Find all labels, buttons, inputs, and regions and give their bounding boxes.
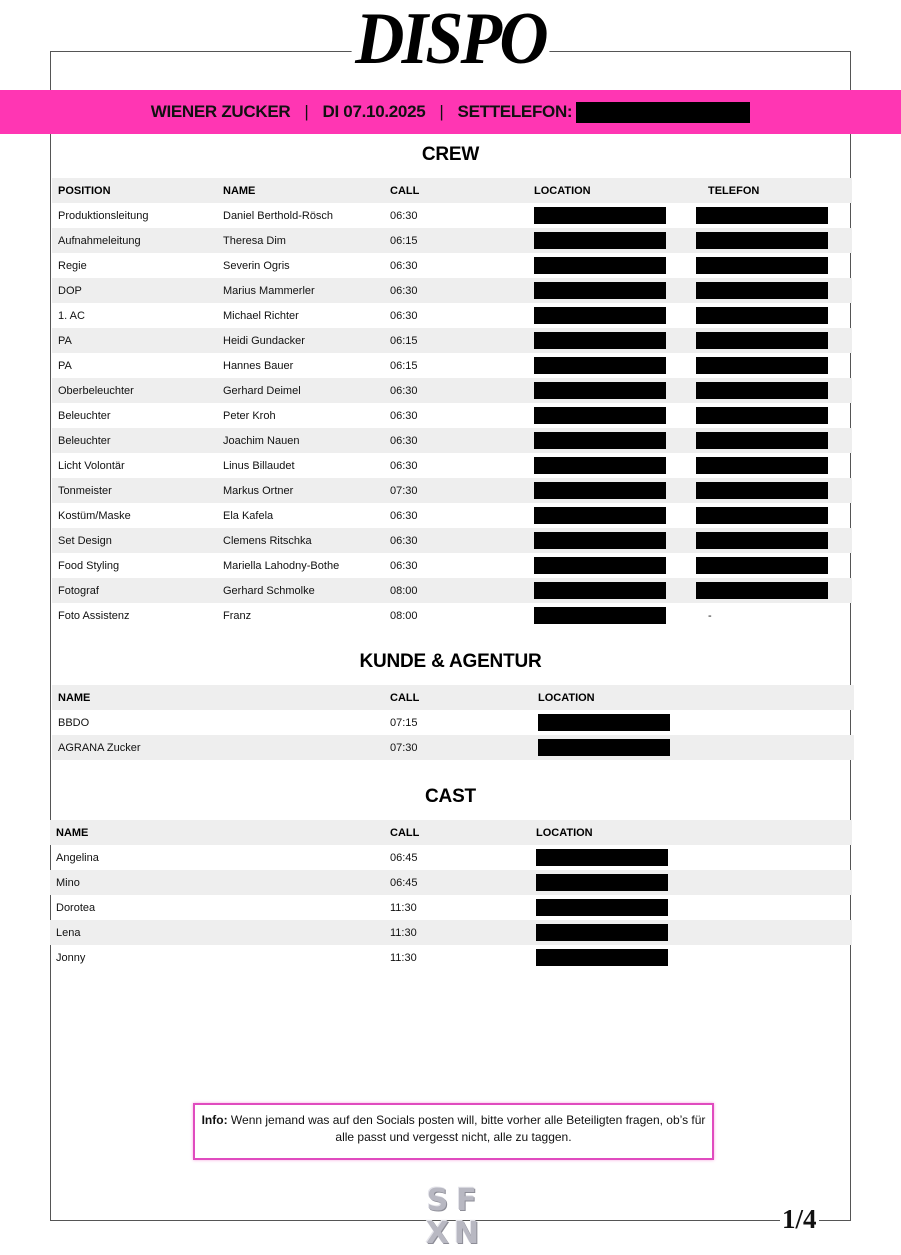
cast-name: Jonny <box>56 951 86 964</box>
crew-row <box>52 328 852 353</box>
cast-table <box>50 820 852 970</box>
ka-call: 07:30 <box>384 735 532 760</box>
crew-location-redacted <box>534 532 666 549</box>
crew-location <box>528 403 690 428</box>
crew-location <box>528 253 690 278</box>
crew-telefon-redacted <box>696 482 828 499</box>
cast-row <box>50 945 852 970</box>
cast-call: 11:30 <box>390 901 417 914</box>
crew-telefon-redacted <box>696 357 828 374</box>
crew-telefon-redacted <box>696 232 828 249</box>
col-header-name: NAME <box>217 178 384 203</box>
crew-position: Tonmeister <box>52 478 217 503</box>
info-label: Info: <box>201 1113 228 1127</box>
settelefon-redacted <box>576 102 750 123</box>
cast-name: Lena <box>50 920 384 945</box>
crew-telefon-redacted <box>696 332 828 349</box>
crew-position: Kostüm/Maske <box>58 509 131 522</box>
crew-call: 06:30 <box>384 528 528 553</box>
cast-call: 06:45 <box>384 870 530 895</box>
crew-location <box>528 303 690 328</box>
crew-telefon <box>690 403 852 428</box>
cast-location <box>530 870 852 895</box>
cast-name: Mino <box>50 870 384 895</box>
page-number: 1/4 <box>782 1204 817 1234</box>
header-bar <box>0 90 901 134</box>
crew-location-redacted <box>534 332 666 349</box>
crew-location <box>528 228 690 253</box>
crew-location-redacted <box>534 282 666 299</box>
crew-call: 06:30 <box>390 559 418 572</box>
crew-row <box>52 353 852 378</box>
crew-telefon-redacted <box>696 557 828 574</box>
crew-name: Gerhard Schmolke <box>217 578 384 603</box>
cast-location-redacted <box>536 899 668 916</box>
crew-call: 06:30 <box>390 209 418 222</box>
cast-row <box>50 895 852 920</box>
crew-location <box>528 353 690 378</box>
crew-name: Linus Billaudet <box>223 459 295 472</box>
project-name: WIENER ZUCKER <box>150 102 291 121</box>
crew-telefon <box>690 553 852 578</box>
ka-location <box>532 735 854 760</box>
crew-row <box>52 603 852 628</box>
crew-call: 06:30 <box>390 459 418 472</box>
crew-location-redacted <box>534 457 666 474</box>
separator: | <box>304 102 309 121</box>
kunde-agentur-header-row <box>52 685 854 710</box>
crew-telefon <box>690 303 852 328</box>
crew-telefon <box>690 353 852 378</box>
info-box <box>193 1103 714 1160</box>
ka-name: AGRANA Zucker <box>52 735 384 760</box>
crew-name: Gerhard Deimel <box>217 378 384 403</box>
crew-telefon <box>690 253 852 278</box>
document-title: DISPO <box>36 2 865 76</box>
crew-header-row <box>52 178 852 203</box>
crew-row <box>52 253 852 278</box>
crew-location <box>528 203 690 228</box>
crew-name: Michael Richter <box>223 309 299 322</box>
crew-call: 08:00 <box>384 578 528 603</box>
section-title-cast: CAST <box>425 786 476 807</box>
crew-telefon <box>690 378 852 403</box>
cast-row <box>50 845 852 870</box>
crew-location <box>528 503 690 528</box>
crew-row <box>52 503 852 528</box>
crew-call: 07:30 <box>384 478 528 503</box>
cast-name: Dorotea <box>56 901 96 914</box>
crew-telefon-redacted <box>696 207 828 224</box>
kunde-agentur-row <box>52 710 854 735</box>
crew-telefon-redacted <box>696 282 828 299</box>
cast-location-redacted <box>536 924 668 941</box>
logo-letter: F <box>456 1183 477 1218</box>
kunde-agentur-row <box>52 735 854 760</box>
col-header-call: CALL <box>384 685 532 710</box>
crew-telefon-redacted <box>696 582 828 599</box>
crew-location-redacted <box>534 607 666 624</box>
crew-telefon <box>690 278 852 303</box>
cast-header-row <box>50 820 852 845</box>
col-header-location: LOCATION <box>530 820 852 845</box>
crew-location-redacted <box>534 507 666 524</box>
crew-location-redacted <box>534 407 666 424</box>
section-title-crew: CREW <box>421 144 480 165</box>
crew-name: Clemens Ritschka <box>217 528 384 553</box>
crew-location-redacted <box>534 582 666 599</box>
crew-row <box>52 303 852 328</box>
crew-call: 06:30 <box>390 309 418 322</box>
crew-table <box>52 178 852 628</box>
crew-row <box>52 528 852 553</box>
ka-name: BBDO <box>58 716 90 729</box>
info-text: Wenn jemand was auf den Socials posten will, bitte vorher alle Beteiligten fragen, ob’s für alle passt und vergesst nicht, alle zu taggen. <box>230 1113 706 1144</box>
crew-row <box>52 478 852 503</box>
crew-name: Franz <box>223 609 252 622</box>
crew-location-redacted <box>534 207 666 224</box>
crew-telefon <box>690 578 852 603</box>
separator: | <box>439 102 444 121</box>
crew-position: DOP <box>52 278 217 303</box>
crew-name: Ela Kafela <box>223 509 274 522</box>
crew-name: Mariella Lahodny-Bothe <box>223 559 340 572</box>
crew-call: 06:15 <box>384 228 528 253</box>
col-header-name: NAME <box>52 685 384 710</box>
col-header-position: POSITION <box>52 178 217 203</box>
cast-location <box>530 920 852 945</box>
crew-location-redacted <box>534 432 666 449</box>
crew-position: Produktionsleitung <box>58 209 149 222</box>
col-header-name: NAME <box>50 820 384 845</box>
crew-call: 06:30 <box>390 509 418 522</box>
crew-position: PA <box>52 328 217 353</box>
crew-location-redacted <box>534 232 666 249</box>
crew-telefon <box>690 453 852 478</box>
crew-telefon <box>690 203 852 228</box>
crew-position: Set Design <box>52 528 217 553</box>
col-header-location: LOCATION <box>532 685 854 710</box>
crew-telefon-redacted <box>696 432 828 449</box>
crew-position: 1. AC <box>58 309 85 322</box>
crew-row <box>52 228 852 253</box>
crew-row <box>52 428 852 453</box>
crew-position: Beleuchter <box>58 409 111 422</box>
col-header-location: LOCATION <box>528 178 690 203</box>
crew-location-redacted <box>534 257 666 274</box>
crew-location <box>528 553 690 578</box>
crew-row <box>52 378 852 403</box>
crew-location <box>528 328 690 353</box>
sfxn-logo <box>423 1184 481 1250</box>
crew-telefon <box>690 528 852 553</box>
crew-position: Fotograf <box>52 578 217 603</box>
crew-position: Regie <box>58 259 87 272</box>
crew-location <box>528 528 690 553</box>
kunde-agentur-table <box>52 685 854 760</box>
crew-telefon-redacted <box>696 457 828 474</box>
ka-location <box>532 710 854 735</box>
crew-call: 06:30 <box>384 428 528 453</box>
crew-location <box>528 578 690 603</box>
crew-telefon <box>690 503 852 528</box>
crew-name: Markus Ortner <box>217 478 384 503</box>
crew-telefon-redacted <box>696 257 828 274</box>
crew-name: Joachim Nauen <box>217 428 384 453</box>
crew-location <box>528 428 690 453</box>
crew-position: Oberbeleuchter <box>52 378 217 403</box>
crew-position: Foto Assistenz <box>58 609 130 622</box>
crew-name: Severin Ogris <box>223 259 290 272</box>
ka-location-redacted <box>538 739 670 756</box>
col-header-call: CALL <box>384 820 530 845</box>
crew-name: Marius Mammerler <box>217 278 384 303</box>
cast-location-redacted <box>536 849 668 866</box>
cast-location-redacted <box>536 949 668 966</box>
crew-row <box>52 203 852 228</box>
crew-name: Daniel Berthold-Rösch <box>223 209 334 222</box>
crew-telefon-redacted <box>696 307 828 324</box>
cast-call: 11:30 <box>384 920 530 945</box>
crew-telefon <box>690 328 852 353</box>
cast-location <box>530 895 852 920</box>
crew-name: Heidi Gundacker <box>217 328 384 353</box>
crew-location-redacted <box>534 382 666 399</box>
crew-location-redacted <box>534 482 666 499</box>
crew-location <box>528 378 690 403</box>
crew-row <box>52 553 852 578</box>
crew-row <box>52 278 852 303</box>
crew-row <box>52 453 852 478</box>
crew-call: 06:15 <box>384 328 528 353</box>
crew-position: PA <box>58 359 72 372</box>
logo-letter: X <box>425 1216 450 1251</box>
cast-row <box>50 870 852 895</box>
cast-location <box>530 945 852 970</box>
shoot-date: DI 07.10.2025 <box>322 102 426 121</box>
crew-telefon-redacted <box>696 407 828 424</box>
crew-telefon <box>690 228 852 253</box>
section-title-kunde-agentur: KUNDE & AGENTUR <box>359 651 542 672</box>
crew-call: 06:30 <box>390 409 418 422</box>
crew-telefon-redacted <box>696 507 828 524</box>
crew-position: Food Styling <box>58 559 120 572</box>
crew-name: Peter Kroh <box>223 409 276 422</box>
crew-call: 06:30 <box>384 378 528 403</box>
crew-location-redacted <box>534 557 666 574</box>
crew-location <box>528 453 690 478</box>
crew-location <box>528 603 690 628</box>
crew-row <box>52 578 852 603</box>
crew-call: 06:30 <box>390 259 418 272</box>
crew-telefon-redacted <box>696 382 828 399</box>
cast-call: 11:30 <box>390 951 417 964</box>
crew-location-redacted <box>534 357 666 374</box>
crew-location <box>528 278 690 303</box>
crew-position: Licht Volontär <box>58 459 125 472</box>
col-header-telefon: TELEFON <box>690 178 852 203</box>
crew-location-redacted <box>534 307 666 324</box>
crew-position: Beleuchter <box>52 428 217 453</box>
cast-call: 06:45 <box>390 851 418 864</box>
crew-name: Theresa Dim <box>217 228 384 253</box>
ka-call: 07:15 <box>390 716 418 729</box>
crew-location <box>528 478 690 503</box>
crew-telefon: - <box>708 609 712 622</box>
crew-row <box>52 403 852 428</box>
crew-call: 06:30 <box>384 278 528 303</box>
cast-row <box>50 920 852 945</box>
cast-location <box>530 845 852 870</box>
crew-name: Hannes Bauer <box>223 359 294 372</box>
cast-location-redacted <box>536 874 668 891</box>
settelefon-label: SETTELEFON: <box>457 102 573 121</box>
col-header-call: CALL <box>384 178 528 203</box>
crew-telefon <box>690 478 852 503</box>
cast-name: Angelina <box>56 851 99 864</box>
crew-telefon-redacted <box>696 532 828 549</box>
ka-location-redacted <box>538 714 670 731</box>
crew-telefon <box>690 428 852 453</box>
crew-position: Aufnahmeleitung <box>52 228 217 253</box>
logo-letter: S <box>426 1183 449 1218</box>
crew-call: 08:00 <box>390 609 418 622</box>
crew-call: 06:15 <box>390 359 418 372</box>
logo-letter: N <box>453 1216 480 1251</box>
